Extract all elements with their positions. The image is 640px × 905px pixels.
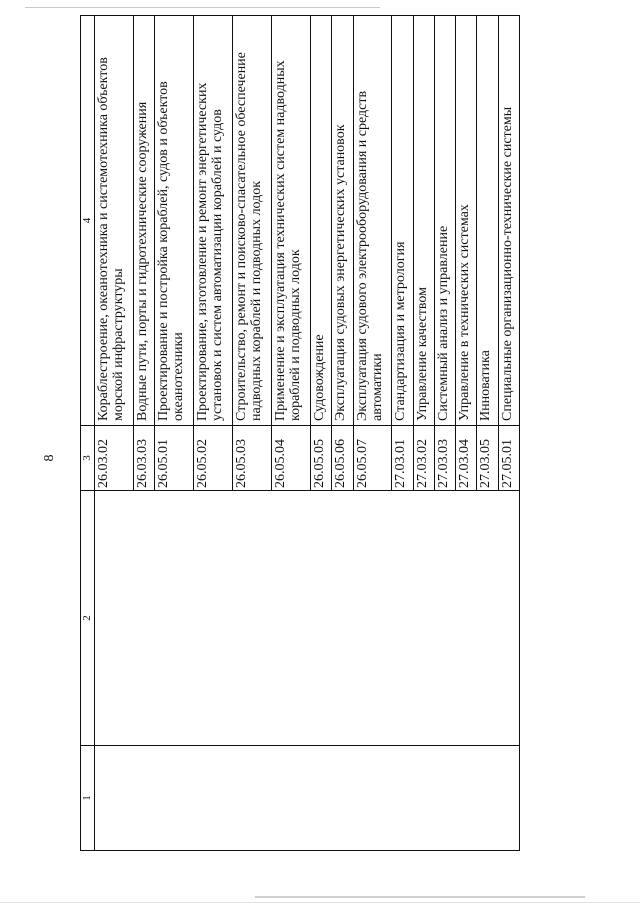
specialty-code: 27.03.05 <box>477 426 498 491</box>
specialty-code: 26.05.03 <box>233 426 272 491</box>
specialty-code: 26.03.02 <box>95 426 134 491</box>
scan-edge-top <box>25 7 380 8</box>
header-col-4: 4 <box>81 16 95 426</box>
specialty-name: Системный анализ и управление <box>434 16 455 426</box>
specialty-code: 26.05.05 <box>311 426 332 491</box>
specialty-name: Стандартизация и метрология <box>392 16 413 426</box>
col1-cell <box>95 746 520 851</box>
rotated-table-container <box>80 16 520 851</box>
specialties-table <box>80 15 520 851</box>
table-header-row <box>81 16 95 851</box>
specialty-code: 26.05.07 <box>353 426 392 491</box>
specialty-name: Проектирование, изготовление и ремонт энергетических установок и систем автоматизации кораблей и судов <box>194 16 233 426</box>
header-col-1: 1 <box>81 746 95 851</box>
specialty-code: 27.03.02 <box>413 426 434 491</box>
specialty-code: 26.05.06 <box>332 426 353 491</box>
specialty-code: 27.05.01 <box>498 426 519 491</box>
specialty-code: 26.05.01 <box>155 426 194 491</box>
specialty-code: 27.03.04 <box>456 426 477 491</box>
specialty-code: 26.05.02 <box>194 426 233 491</box>
specialty-name: Инноватика <box>477 16 498 426</box>
specialty-code: 26.05.04 <box>272 426 311 491</box>
specialty-name: Судовождение <box>311 16 332 426</box>
specialty-name: Кораблестроение, океанотехника и системотехника объектов морской инфраструктуры <box>95 16 134 426</box>
specialty-code: 26.03.03 <box>133 426 154 491</box>
specialty-name: Управление качеством <box>413 16 434 426</box>
specialty-name: Эксплуатация судового электрооборудования и средств автоматики <box>353 16 392 426</box>
specialty-name: Проектирование и постройка кораблей, судов и объектов океанотехники <box>155 16 194 426</box>
col2-cell <box>95 491 520 746</box>
specialty-code: 27.03.03 <box>434 426 455 491</box>
specialty-name: Строительство, ремонт и поисково-спасательное обеспечение надводных кораблей и подводных лодок <box>233 16 272 426</box>
table-row <box>95 16 134 851</box>
specialty-name: Водные пути, порты и гидротехнические сооружения <box>133 16 154 426</box>
specialty-name: Специальные организационно-технические системы <box>498 16 519 426</box>
specialty-name: Управление в технических системах <box>456 16 477 426</box>
scan-edge-bottom <box>255 896 585 898</box>
scan-edge-bottom-line <box>0 902 640 903</box>
specialty-name: Применение и эксплуатация технических систем надводных кораблей и подводных лодок <box>272 16 311 426</box>
header-col-3: 3 <box>81 426 95 491</box>
specialty-code: 27.03.01 <box>392 426 413 491</box>
specialty-name: Эксплуатация судовых энергетических установок <box>332 16 353 426</box>
header-col-2: 2 <box>81 491 95 746</box>
page-number: 8 <box>42 454 57 462</box>
